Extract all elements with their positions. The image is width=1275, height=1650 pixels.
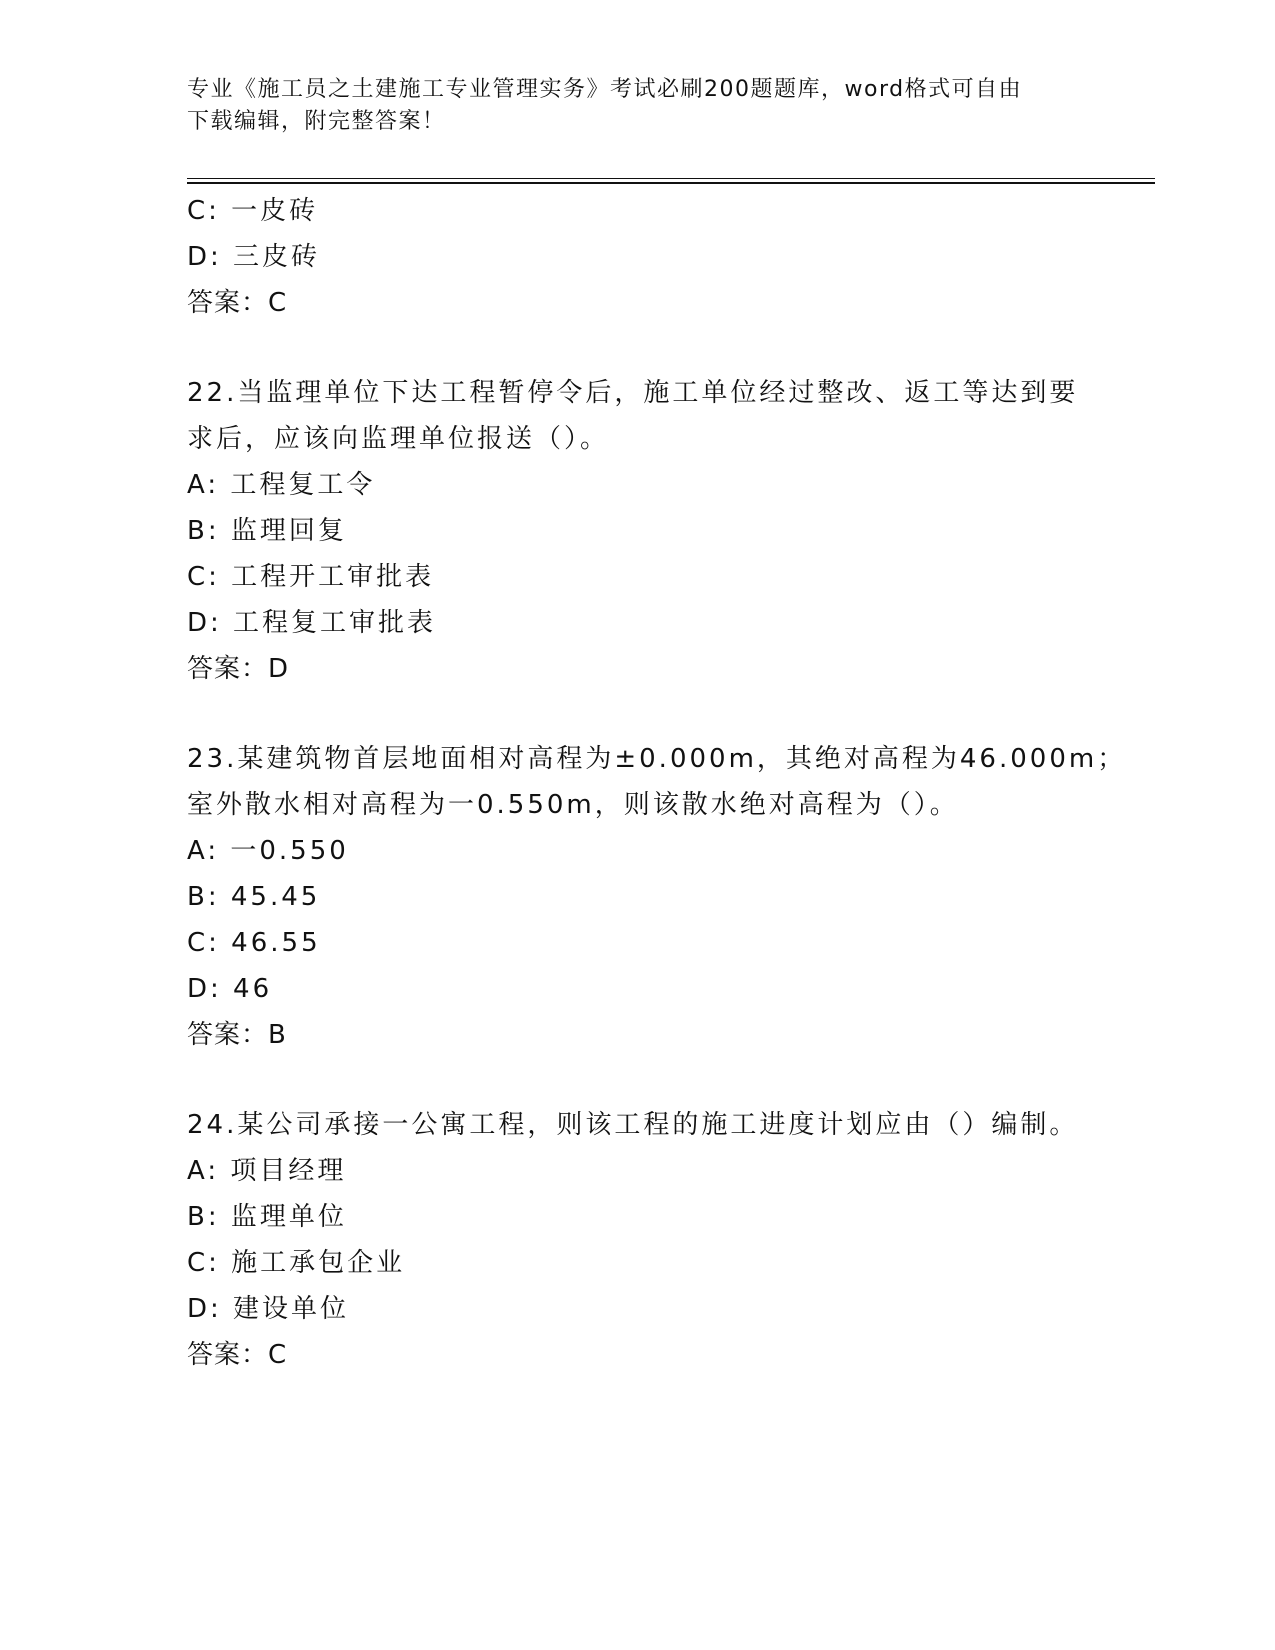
option-c: C: 46.55 <box>187 928 321 958</box>
option-d: D: 三皮砖 <box>187 242 321 272</box>
question-stem-line: 室外散水相对高程为一0.550m，则该散水绝对高程为（）。 <box>187 790 959 820</box>
previous-question-tail <box>187 188 1087 326</box>
option-b: B: 45.45 <box>187 882 321 912</box>
spacer <box>187 1058 1087 1102</box>
header-rule-thick <box>187 182 1155 184</box>
option-d: D: 建设单位 <box>187 1294 350 1324</box>
spacer <box>187 326 1087 370</box>
answer-line: 答案：B <box>187 1020 287 1050</box>
option-a: A: 工程复工令 <box>187 470 376 500</box>
option-b: B: 监理单位 <box>187 1202 347 1232</box>
option-d: D: 46 <box>187 974 273 1004</box>
option-c: C: 施工承包企业 <box>187 1248 406 1278</box>
question-stem-line: 23.某建筑物首层地面相对高程为±0.000m，其绝对高程为46.000m； <box>187 744 1127 774</box>
question-stem-line: 24.某公司承接一公寓工程，则该工程的施工进度计划应由（）编制。 <box>187 1110 1079 1140</box>
answer-line: 答案：C <box>187 288 288 318</box>
header-line-1: 专业《施工员之土建施工专业管理实务》考试必刷200题题库，word格式可自由 <box>187 77 1023 102</box>
question-stem-line: 22.当监理单位下达工程暂停令后，施工单位经过整改、返工等达到要 <box>187 378 1079 408</box>
option-d: D: 工程复工审批表 <box>187 608 437 638</box>
question-23 <box>187 736 1127 1058</box>
page-header <box>187 74 1067 138</box>
header-rule-thin <box>187 178 1155 179</box>
option-a: A: 一0.550 <box>187 836 349 866</box>
header-line-2: 下载编辑，附完整答案！ <box>187 109 446 134</box>
option-a: A: 项目经理 <box>187 1156 347 1186</box>
spacer <box>187 692 1087 736</box>
answer-line: 答案：C <box>187 1340 288 1370</box>
option-b: B: 监理回复 <box>187 516 347 546</box>
answer-line: 答案：D <box>187 654 290 684</box>
option-c: C: 工程开工审批表 <box>187 562 435 592</box>
question-24 <box>187 1102 1087 1378</box>
question-stem-line: 求后，应该向监理单位报送（）。 <box>187 424 610 454</box>
question-22 <box>187 370 1087 692</box>
option-c: C: 一皮砖 <box>187 196 319 226</box>
question-content <box>187 188 1127 1378</box>
